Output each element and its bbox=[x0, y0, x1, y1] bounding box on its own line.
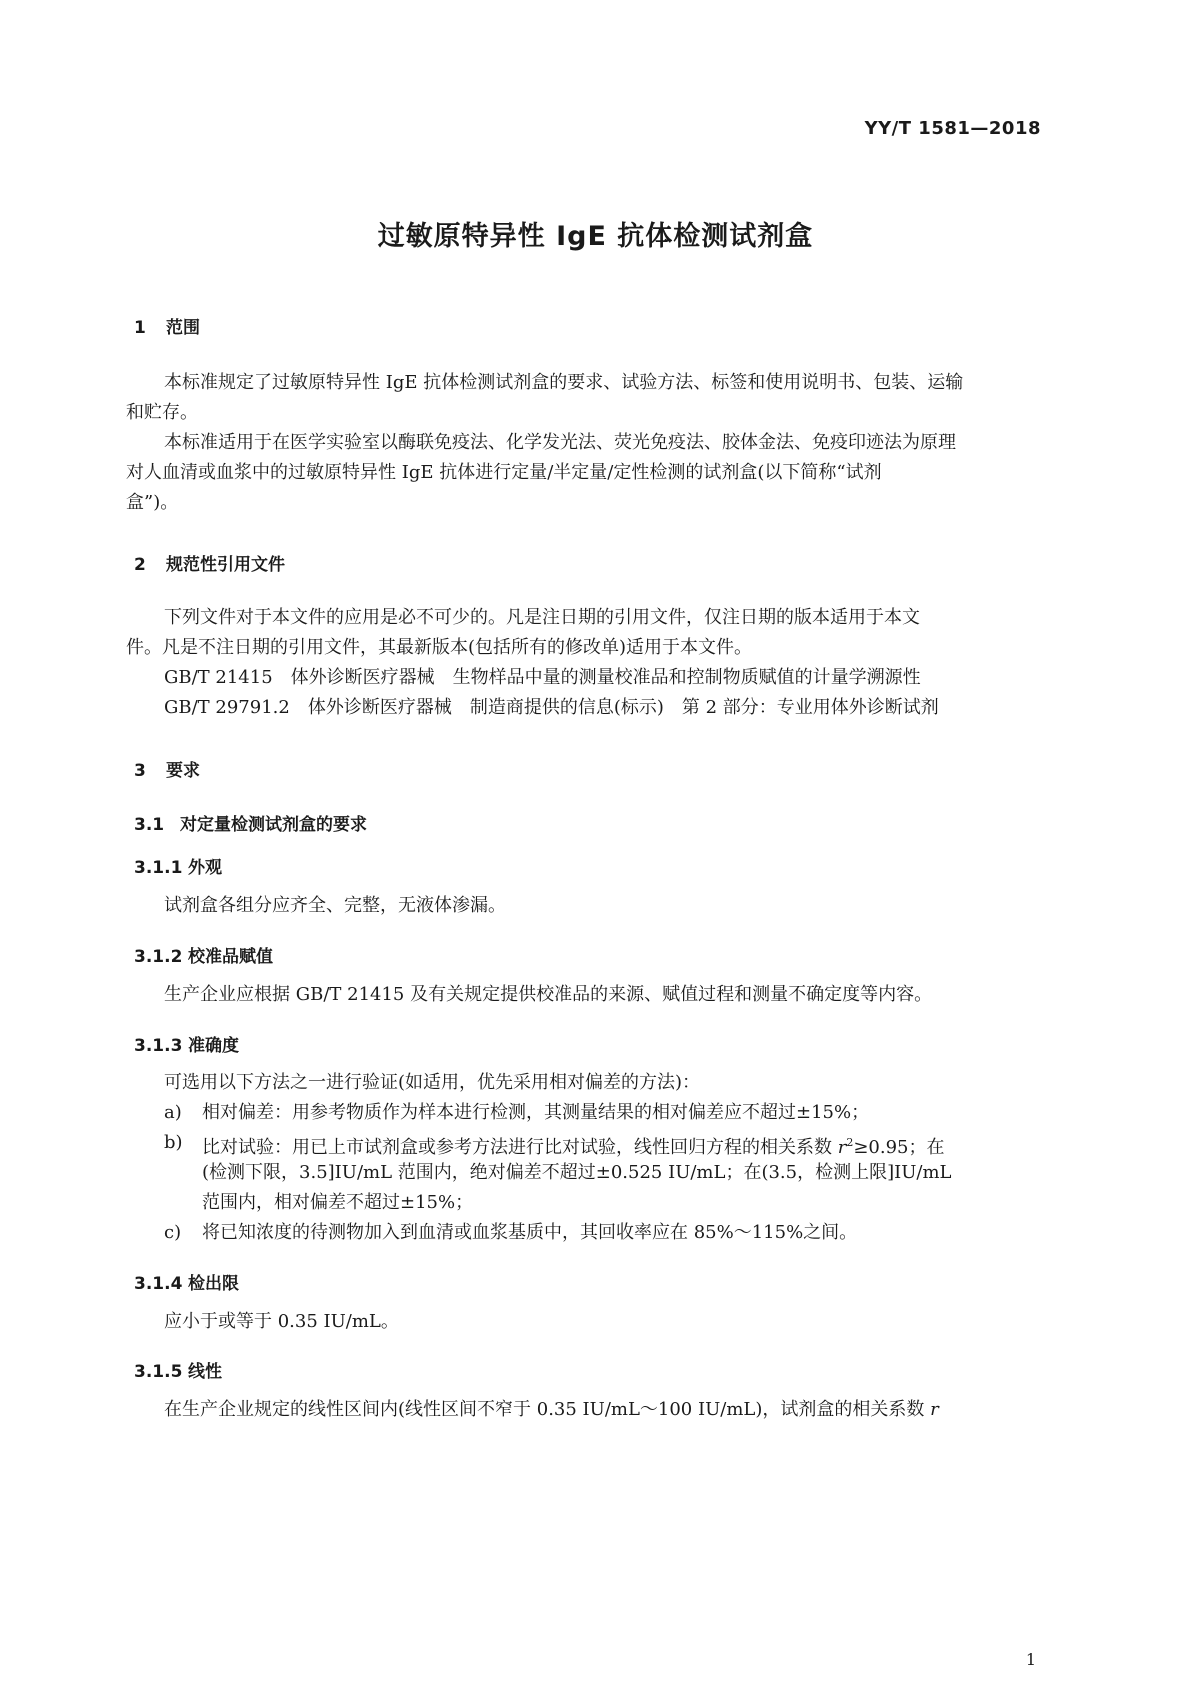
section-title: 要求 bbox=[166, 761, 200, 781]
paragraph-line: 对人血清或血浆中的过敏原特异性 IgE 抗体进行定量/半定量/定性检测的试剂盒(以下简称“试剂 bbox=[126, 462, 882, 483]
paragraph-line: 可选用以下方法之一进行验证(如适用，优先采用相对偏差的方法)： bbox=[164, 1072, 701, 1093]
section-2-heading bbox=[134, 550, 285, 575]
list-item-continuation: 范围内，相对偏差不超过±15%； bbox=[202, 1192, 474, 1213]
document-title: 过敏原特异性 IgE 抗体检测试剂盒 bbox=[377, 221, 814, 252]
math-variable: r bbox=[930, 1399, 939, 1420]
section-3-1-4-heading bbox=[134, 1269, 239, 1294]
section-1-heading bbox=[134, 313, 200, 338]
section-title: 线性 bbox=[188, 1362, 222, 1382]
list-marker: a) bbox=[164, 1102, 182, 1123]
section-title: 检出限 bbox=[188, 1274, 239, 1294]
reference-line: GB/T 29791.2 体外诊断医疗器械 制造商提供的信息(标示) 第 2 部分：专业用体外诊断试剂 bbox=[164, 697, 939, 718]
section-title: 范围 bbox=[166, 318, 200, 338]
section-3-1-2-heading bbox=[134, 942, 273, 967]
reference-line: GB/T 21415 体外诊断医疗器械 生物样品中量的测量校准品和控制物质赋值的计量学溯源性 bbox=[164, 667, 921, 688]
paragraph-line: 盒”)。 bbox=[126, 492, 179, 513]
section-3-1-heading bbox=[134, 810, 367, 835]
list-item: 相对偏差：用参考物质作为样本进行检测，其测量结果的相对偏差应不超过±15%； bbox=[202, 1102, 870, 1123]
page-number: 1 bbox=[1025, 1650, 1036, 1669]
paragraph-line: 本标准规定了过敏原特异性 IgE 抗体检测试剂盒的要求、试验方法、标签和使用说明书、包装、运输 bbox=[164, 372, 964, 393]
section-title: 准确度 bbox=[188, 1036, 239, 1056]
paragraph-text: 在生产企业规定的线性区间内(线性区间不窄于 0.35 IU/mL～100 IU/mL)，试剂盒的相关系数 bbox=[164, 1399, 931, 1420]
list-item-continuation: (检测下限，3.5]IU/mL 范围内，绝对偏差不超过±0.525 IU/mL；在(3.5，检测上限]IU/mL bbox=[202, 1162, 952, 1183]
list-item: 将已知浓度的待测物加入到血清或血浆基质中，其回收率应在 85%～115%之间。 bbox=[202, 1222, 858, 1243]
section-3-1-5-heading bbox=[134, 1357, 222, 1382]
section-number: 3.1 bbox=[134, 815, 165, 835]
section-3-heading bbox=[134, 756, 200, 781]
section-number: 3.1.2 bbox=[134, 947, 183, 967]
section-title: 外观 bbox=[188, 858, 222, 878]
section-title: 校准品赋值 bbox=[188, 947, 273, 967]
paragraph-line: 和贮存。 bbox=[126, 402, 198, 423]
list-item-text: ≥0.95；在 bbox=[853, 1137, 945, 1158]
paragraph-line bbox=[164, 1395, 939, 1425]
paragraph-line: 应小于或等于 0.35 IU/mL。 bbox=[164, 1311, 399, 1332]
paragraph-line: 试剂盒各组分应齐全、完整，无液体渗漏。 bbox=[164, 895, 506, 916]
section-number: 3.1.4 bbox=[134, 1274, 183, 1294]
section-number: 3 bbox=[134, 761, 146, 781]
standard-number: YY/T 1581—2018 bbox=[864, 118, 1041, 139]
math-variable: r bbox=[837, 1137, 847, 1158]
section-number: 3.1.1 bbox=[134, 858, 183, 878]
section-title: 对定量检测试剂盒的要求 bbox=[180, 815, 367, 835]
list-marker: c) bbox=[164, 1222, 182, 1243]
list-item-text: 比对试验：用已上市试剂盒或参考方法进行比对试验，线性回归方程的相关系数 bbox=[202, 1137, 838, 1158]
superscript: 2 bbox=[846, 1136, 854, 1149]
paragraph-line: 件。凡是不注日期的引用文件，其最新版本(包括所有的修改单)适用于本文件。 bbox=[126, 637, 753, 658]
section-number: 3.1.5 bbox=[134, 1362, 183, 1382]
section-number: 1 bbox=[134, 318, 146, 338]
section-title: 规范性引用文件 bbox=[166, 555, 285, 575]
list-marker: b) bbox=[164, 1132, 183, 1153]
section-3-1-1-heading bbox=[134, 853, 222, 878]
paragraph-line: 生产企业应根据 GB/T 21415 及有关规定提供校准品的来源、赋值过程和测量不确定度等内容。 bbox=[164, 984, 933, 1005]
section-3-1-3-heading bbox=[134, 1031, 239, 1056]
section-number: 3.1.3 bbox=[134, 1036, 183, 1056]
paragraph-line: 下列文件对于本文件的应用是必不可少的。凡是注日期的引用文件，仅注日期的版本适用于本文 bbox=[164, 607, 920, 628]
section-number: 2 bbox=[134, 555, 146, 575]
paragraph-line: 本标准适用于在医学实验室以酶联免疫法、化学发光法、荧光免疫法、胶体金法、免疫印迹法为原理 bbox=[164, 432, 956, 453]
